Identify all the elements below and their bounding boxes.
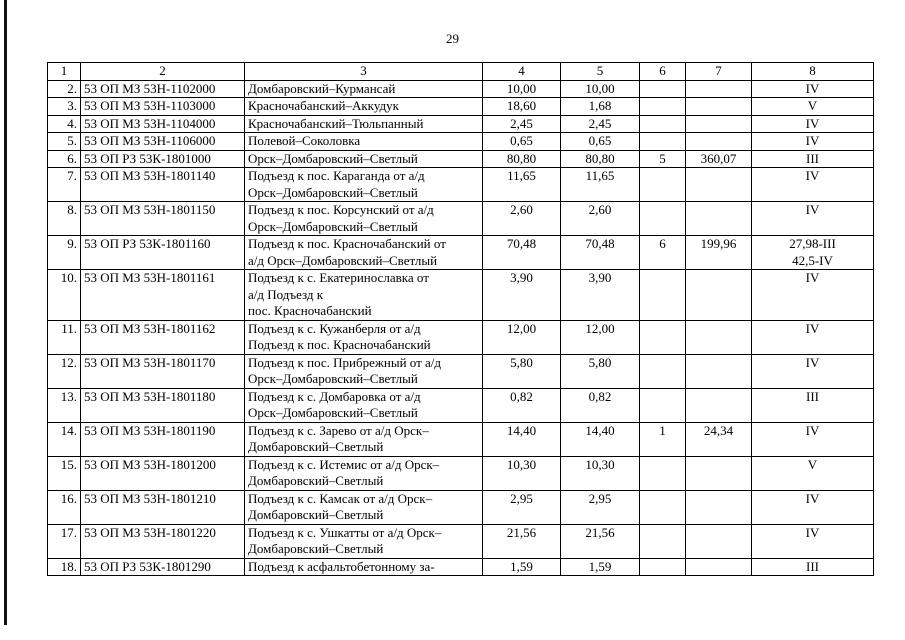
table-row [48, 456, 874, 490]
length-cell: 2,45 [483, 115, 561, 133]
road-name-cell [245, 168, 483, 202]
road-name-line: а/д Подъезд к [248, 286, 324, 302]
road-code-cell: 53 ОП МЗ 53Н-1801200 [81, 456, 245, 490]
road-name-line: Подъезд к с. Домбаровка от а/д [248, 388, 421, 404]
length-cell: 21,56 [483, 524, 561, 558]
road-name-line: Домбаровский–Светлый [248, 541, 384, 556]
category-cell [752, 524, 874, 558]
road-code-cell: 53 ОП МЗ 53Н-1801190 [81, 422, 245, 456]
row-number-cell: 6. [48, 150, 81, 168]
category-cell [752, 202, 874, 236]
count-cell [640, 490, 686, 524]
road-code-cell: 53 ОП МЗ 53Н-1104000 [81, 115, 245, 133]
length-cell: 0,65 [483, 133, 561, 151]
table-row [48, 388, 874, 422]
length-cell [686, 558, 752, 576]
category-line: III [806, 150, 819, 166]
row-number-cell: 10. [48, 270, 81, 321]
category-cell [752, 422, 874, 456]
road-name-line: пос. Красночабанский [248, 303, 372, 318]
road-name-cell [245, 320, 483, 354]
table-row [48, 524, 874, 558]
length-cell: 2,95 [483, 490, 561, 524]
count-cell [640, 354, 686, 388]
header-cell: 2 [81, 63, 245, 81]
length-cell: 11,65 [561, 168, 640, 202]
length-cell: 1,59 [483, 558, 561, 576]
category-cell [752, 236, 874, 270]
category-line: IV [805, 115, 820, 131]
row-number-cell: 8. [48, 202, 81, 236]
count-cell [640, 456, 686, 490]
road-name-line: Подъезд к асфальтобетонному за- [248, 558, 435, 574]
road-name-cell [245, 115, 483, 133]
category-cell [752, 115, 874, 133]
count-cell [640, 168, 686, 202]
road-name-line: Орск–Домбаровский–Светлый [248, 371, 418, 386]
road-code-cell: 53 ОП МЗ 53Н-1106000 [81, 133, 245, 151]
category-cell [752, 320, 874, 354]
road-name-line: Подъезд к с. Кужанберля от а/д [248, 320, 421, 336]
length-cell: 2,95 [561, 490, 640, 524]
road-name-line: Подъезд к с. Ушкатты от а/д Орск– [248, 524, 442, 540]
road-name-line: Орск–Домбаровский–Светлый [248, 150, 418, 166]
category-line: III [806, 388, 819, 404]
length-cell: 10,00 [561, 80, 640, 98]
table-row [48, 202, 874, 236]
length-cell: 0,82 [483, 388, 561, 422]
row-number-cell: 17. [48, 524, 81, 558]
length-cell [686, 388, 752, 422]
category-cell [752, 456, 874, 490]
category-line: IV [805, 422, 820, 438]
road-name-line: Домбаровский–Светлый [248, 473, 384, 488]
count-cell [640, 388, 686, 422]
table-row [48, 133, 874, 151]
category-cell [752, 490, 874, 524]
table-row [48, 270, 874, 321]
category-cell [752, 168, 874, 202]
length-cell: 360,07 [686, 150, 752, 168]
length-cell [686, 80, 752, 98]
length-cell: 0,82 [561, 388, 640, 422]
road-name-line: Домбаровский–Светлый [248, 507, 384, 522]
road-name-cell [245, 150, 483, 168]
road-name-line: Орск–Домбаровский–Светлый [248, 405, 418, 420]
length-cell: 3,90 [561, 270, 640, 321]
road-name-cell [245, 133, 483, 151]
page-left-edge-line [4, 0, 7, 625]
count-cell [640, 115, 686, 133]
length-cell: 11,65 [483, 168, 561, 202]
count-cell [640, 320, 686, 354]
category-line: IV [805, 524, 820, 540]
road-name-line: Подъезд к с. Екатеринославка от [248, 270, 429, 285]
category-cell [752, 133, 874, 151]
table-row [48, 354, 874, 388]
road-name-line: Домбаровский–Курмансай [248, 80, 396, 96]
road-code-cell: 53 ОП МЗ 53Н-1102000 [81, 80, 245, 98]
row-number-cell: 14. [48, 422, 81, 456]
length-cell: 10,30 [561, 456, 640, 490]
category-line: 27,98-III [789, 236, 836, 251]
table-row [48, 422, 874, 456]
road-code-cell: 53 ОП МЗ 53Н-1801140 [81, 168, 245, 202]
road-code-cell: 53 ОП МЗ 53Н-1801220 [81, 524, 245, 558]
count-cell [640, 80, 686, 98]
count-cell [640, 524, 686, 558]
road-code-cell: 53 ОП МЗ 53Н-1801161 [81, 270, 245, 321]
row-number-cell: 9. [48, 236, 81, 270]
length-cell: 1,59 [561, 558, 640, 576]
road-name-cell [245, 354, 483, 388]
category-line: IV [805, 168, 820, 183]
table-row [48, 150, 874, 168]
length-cell: 80,80 [561, 150, 640, 168]
road-name-line: Подъезд к пос. Прибрежный от а/д [248, 354, 442, 370]
count-cell [640, 202, 686, 236]
header-cell: 1 [48, 63, 81, 81]
road-name-cell [245, 388, 483, 422]
category-cell [752, 80, 874, 98]
page-number: 29 [446, 31, 459, 46]
row-number-cell: 18. [48, 558, 81, 576]
length-cell [686, 320, 752, 354]
category-line: IV [805, 133, 820, 148]
header-cell: 3 [245, 63, 483, 81]
length-cell: 12,00 [561, 320, 640, 354]
table-row [48, 98, 874, 116]
road-name-line: Подъезд к с. Истемис от а/д Орск– [248, 456, 440, 472]
table-row [48, 80, 874, 98]
road-name-line: Подъезд к с. Камсак от а/д Орск– [248, 490, 433, 506]
row-number-cell: 5. [48, 133, 81, 151]
category-line: IV [805, 490, 820, 506]
header-cell: 4 [483, 63, 561, 81]
road-name-line: Подъезд к пос. Караганда от а/д [248, 168, 425, 183]
length-cell: 2,45 [561, 115, 640, 133]
row-number-cell: 3. [48, 98, 81, 116]
road-name-cell [245, 236, 483, 270]
row-number-cell: 15. [48, 456, 81, 490]
length-cell: 199,96 [686, 236, 752, 270]
category-cell [752, 558, 874, 576]
table-row [48, 168, 874, 202]
category-line: IV [805, 270, 820, 285]
count-cell [640, 98, 686, 116]
count-cell: 6 [640, 236, 686, 270]
header-cell: 7 [686, 63, 752, 81]
length-cell [686, 168, 752, 202]
length-cell: 70,48 [561, 236, 640, 270]
row-number-cell: 7. [48, 168, 81, 202]
length-cell: 2,60 [483, 202, 561, 236]
length-cell [686, 115, 752, 133]
length-cell: 70,48 [483, 236, 561, 270]
row-number-cell: 12. [48, 354, 81, 388]
road-code-cell: 53 ОП РЗ 53К-1801290 [81, 558, 245, 576]
row-number-cell: 13. [48, 388, 81, 422]
category-cell [752, 98, 874, 116]
length-cell: 10,00 [483, 80, 561, 98]
road-name-cell [245, 456, 483, 490]
road-code-cell: 53 ОП РЗ 53К-1801160 [81, 236, 245, 270]
category-line: V [807, 98, 818, 113]
road-name-line: а/д Орск–Домбаровский–Светлый [248, 252, 438, 268]
road-name-line: Красночабанский–Аккудук [248, 98, 399, 113]
length-cell: 21,56 [561, 524, 640, 558]
table-row [48, 320, 874, 354]
category-line: V [807, 456, 818, 472]
row-number-cell: 4. [48, 115, 81, 133]
count-cell [640, 558, 686, 576]
table-row [48, 115, 874, 133]
count-cell [640, 133, 686, 151]
road-code-cell: 53 ОП МЗ 53Н-1801150 [81, 202, 245, 236]
length-cell: 80,80 [483, 150, 561, 168]
road-name-line: Домбаровский–Светлый [248, 439, 384, 454]
table-header-row [48, 63, 874, 81]
row-number-cell: 2. [48, 80, 81, 98]
category-line: IV [805, 202, 820, 217]
length-cell: 2,60 [561, 202, 640, 236]
road-code-cell: 53 ОП МЗ 53Н-1801210 [81, 490, 245, 524]
length-cell [686, 270, 752, 321]
road-name-line: Орск–Домбаровский–Светлый [248, 218, 418, 234]
category-line: 42,5-IV [792, 252, 833, 268]
length-cell: 0,65 [561, 133, 640, 151]
category-cell [752, 354, 874, 388]
road-code-cell: 53 ОП МЗ 53Н-1801170 [81, 354, 245, 388]
count-cell: 5 [640, 150, 686, 168]
length-cell [686, 133, 752, 151]
road-name-cell [245, 422, 483, 456]
road-name-cell [245, 80, 483, 98]
length-cell [686, 524, 752, 558]
road-name-line: Подъезд к пос. Корсунский от а/д [248, 202, 434, 217]
road-name-cell [245, 524, 483, 558]
category-line: III [806, 558, 819, 574]
road-code-cell: 53 ОП РЗ 53К-1801000 [81, 150, 245, 168]
road-name-cell [245, 270, 483, 321]
length-cell: 3,90 [483, 270, 561, 321]
road-name-cell [245, 490, 483, 524]
length-cell: 5,80 [483, 354, 561, 388]
category-cell [752, 150, 874, 168]
road-name-cell [245, 98, 483, 116]
row-number-cell: 11. [48, 320, 81, 354]
length-cell: 5,80 [561, 354, 640, 388]
road-code-cell: 53 ОП МЗ 53Н-1801180 [81, 388, 245, 422]
road-code-cell: 53 ОП МЗ 53Н-1103000 [81, 98, 245, 116]
table-row [48, 236, 874, 270]
length-cell [686, 202, 752, 236]
length-cell: 14,40 [483, 422, 561, 456]
category-cell [752, 270, 874, 321]
category-line: IV [805, 354, 820, 370]
count-cell [640, 270, 686, 321]
category-line: IV [805, 80, 820, 96]
length-cell: 12,00 [483, 320, 561, 354]
length-cell [686, 456, 752, 490]
roads-table [47, 62, 874, 576]
road-name-line: Подъезд к пос. Красночабанский [248, 337, 431, 352]
length-cell: 18,60 [483, 98, 561, 116]
table-row [48, 558, 874, 576]
road-code-cell: 53 ОП МЗ 53Н-1801162 [81, 320, 245, 354]
length-cell: 24,34 [686, 422, 752, 456]
road-name-cell [245, 202, 483, 236]
road-name-line: Подъезд к с. Зарево от а/д Орск– [248, 422, 429, 438]
length-cell: 10,30 [483, 456, 561, 490]
header-cell: 6 [640, 63, 686, 81]
header-cell: 8 [752, 63, 874, 81]
length-cell [686, 98, 752, 116]
road-name-line: Полевой–Соколовка [248, 133, 361, 148]
road-name-line: Орск–Домбаровский–Светлый [248, 184, 418, 200]
road-name-cell [245, 558, 483, 576]
count-cell: 1 [640, 422, 686, 456]
road-name-line: Красночабанский–Тюльпанный [248, 115, 424, 131]
road-name-line: Подъезд к пос. Красночабанский от [248, 236, 446, 251]
category-line: IV [805, 320, 820, 336]
header-cell: 5 [561, 63, 640, 81]
length-cell [686, 490, 752, 524]
table-row [48, 490, 874, 524]
row-number-cell: 16. [48, 490, 81, 524]
length-cell: 14,40 [561, 422, 640, 456]
category-cell [752, 388, 874, 422]
length-cell: 1,68 [561, 98, 640, 116]
length-cell [686, 354, 752, 388]
